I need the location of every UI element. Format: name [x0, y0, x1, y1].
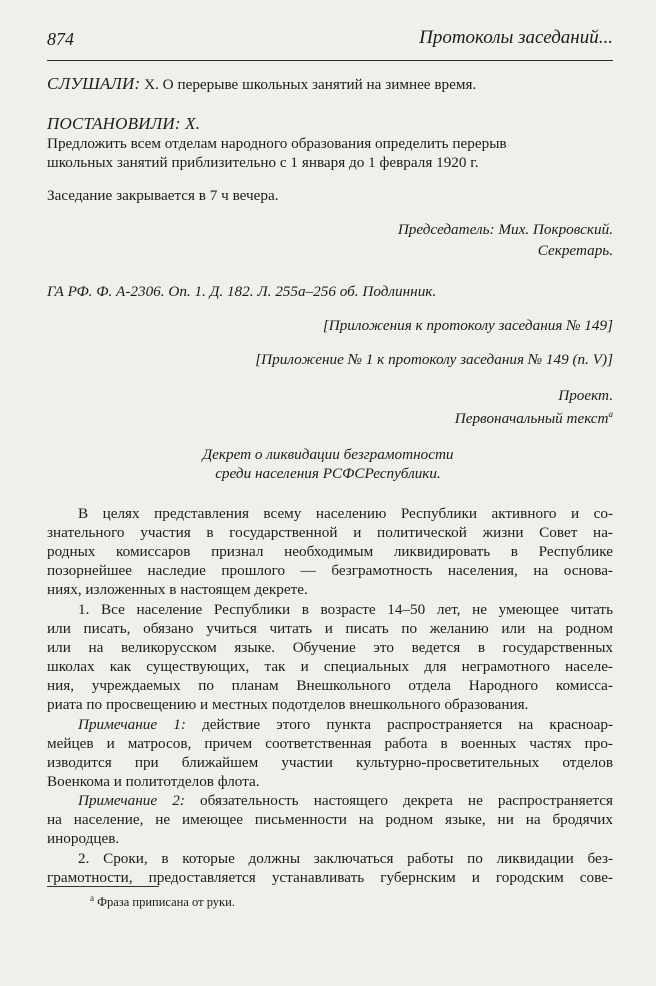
footnote-mark: а — [90, 893, 94, 903]
draft-label: Проект. — [558, 387, 613, 404]
secretary-signature: Секретарь. — [537, 242, 613, 259]
body-line: или писать, обязано учиться читать и писать по желанию или на родном — [47, 620, 613, 637]
body-line: знательного участия в государственной и политической жизни Совет на- — [47, 524, 613, 541]
note-2-label: Примечание 2: — [78, 792, 185, 809]
closing-line: Заседание закрывается в 7 ч вечера. — [47, 187, 279, 204]
body-line: школах как существующих, так и специальных для неграмотного населе- — [47, 658, 613, 675]
original-text-label: Первоначальный текст$^а$ — [454, 409, 613, 428]
paragraph-2-line: 2. Сроки, в которые должны заключаться работы по ликвидации без- — [78, 850, 613, 867]
body-line: 1. Все население Республики в возрасте 14–50 лет, не умеющее читать — [78, 601, 613, 618]
footnote-divider — [47, 886, 159, 887]
decision-line: Предложить всем отделам народного образования определить перерыв — [47, 135, 507, 152]
slushali-label: СЛУШАЛИ: — [47, 74, 141, 93]
page-number: 874 — [47, 29, 74, 49]
note-1-line: мейцев и матросов, причем соответственная работа в военных частях про- — [47, 735, 613, 752]
appendix-title: [Приложения к протоколу заседания № 149] — [322, 317, 613, 334]
footnote-text: Фраза приписана от руки. — [94, 895, 235, 910]
archive-reference: ГА РФ. Ф. А-2306. Оп. 1. Д. 182. Л. 255а–256 об. Подлинник. — [47, 283, 437, 300]
body-line: риата по просвещению и местных подотделов внешкольного образования. — [47, 696, 529, 713]
note-1-label: Примечание 1: — [78, 716, 186, 733]
body-line: или на великорусском языке. Обучение это ведется в государственных — [47, 639, 613, 656]
note-2-line: инородцев. — [47, 830, 120, 847]
footnote-marker: а — [608, 409, 613, 419]
page-header — [47, 22, 613, 61]
body-line: ниях, изложенных в настоящем декрете. — [47, 581, 308, 598]
note-2-line: на население, не имеющее письменности на родном языке, ни на бродячих — [47, 811, 613, 828]
slushali-line — [47, 74, 476, 94]
note-1-line: Военкома и политотделов флота. — [47, 773, 260, 790]
body-line: В целях представления всему населению Республики активного и со- — [78, 505, 613, 522]
body-line: ния, учреждаемых по планам Внешкольного отдела Народного комисса- — [47, 677, 613, 694]
decree-title: Декрет о ликвидации безграмотности — [202, 446, 454, 463]
body-line: позорнейшее наследие прошлого — безграмотность населения, на основа- — [47, 562, 613, 579]
note-1-line: изводится при ближайшем участии культурно-просветительных отделов — [47, 754, 613, 771]
decree-title: среди населения РСФСРеспублики. — [215, 465, 441, 482]
footnote — [90, 893, 235, 910]
postanovili-label: ПОСТАНОВИЛИ: X. — [47, 114, 201, 133]
paragraph-2-line: грамотности, предоставляется устанавливать губернским и городским сове- — [47, 869, 613, 886]
note-1-line: Примечание 1: действие этого пункта распространяется на красноар- — [78, 716, 614, 733]
slushali-text: X. О перерыве школьных занятий на зимнее время. — [140, 76, 477, 93]
note-2-line: Примечание 2: обязательность настоящего декрета не распространяется — [78, 792, 614, 809]
running-title: Протоколы заседаний... — [419, 27, 613, 48]
chairman-signature: Председатель: Мих. Покровский. — [397, 221, 613, 238]
appendix-1-title: [Приложение № 1 к протоколу заседания № 149 (п. V)] — [255, 351, 613, 368]
body-line: родных комиссаров признал необходимым ликвидировать в Республике — [47, 543, 613, 560]
decision-line: школьных занятий приблизительно с 1 января до 1 февраля 1920 г. — [47, 154, 479, 171]
